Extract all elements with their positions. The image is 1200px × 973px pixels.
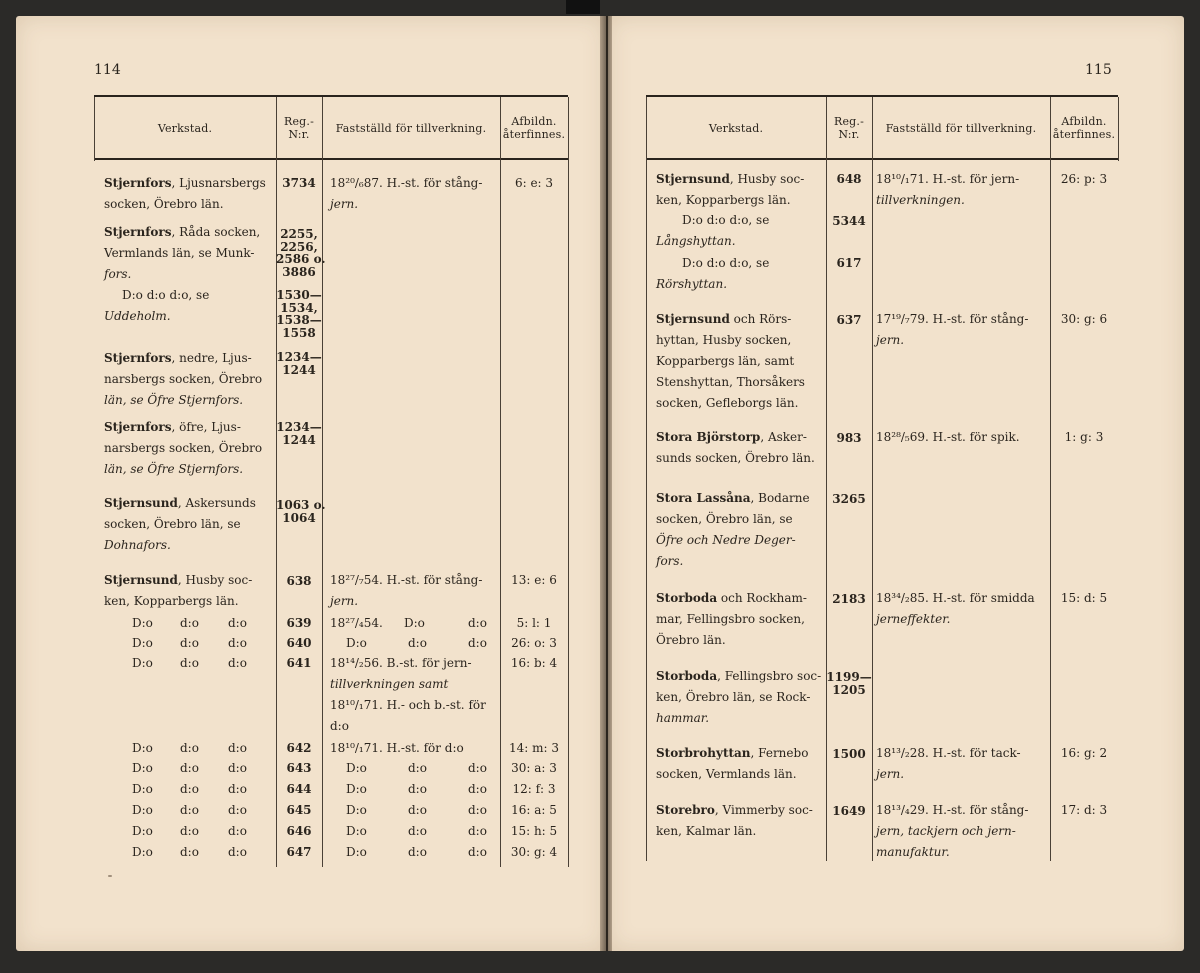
ditto: d:o: [408, 761, 427, 775]
faststald-cell: D:o: [346, 845, 367, 859]
table-row: Stora Björstorp, Asker- sunds socken, Örebro län.: [656, 430, 815, 465]
table-row: Stjernsund, Husby soc- ken, Kopparbergs län.: [104, 573, 253, 608]
table-row: Storbrohyttan, Fernebo socken, Vermlands län.: [656, 746, 809, 781]
reg-number: 639: [286, 616, 312, 630]
right-page-number: 115: [1085, 62, 1112, 78]
reg-number: 2183: [832, 592, 866, 606]
ditto: d:o: [228, 656, 247, 670]
ditto: d:o: [468, 845, 487, 859]
header-afbildn: Afbildn. återfinnes.: [1052, 115, 1116, 141]
afbildn-cell: 16: g: 2: [1060, 746, 1108, 760]
ditto: d:o: [180, 803, 199, 817]
ditto: D:o: [132, 616, 153, 630]
table-row: Stjernsund och Rörs- hyttan, Husby socken, Kopparbergs län, samt Stenshyttan, Thorsåkers socken, Gefleborgs län.: [656, 312, 805, 410]
afbildn-cell: 1: g: 3: [1064, 430, 1104, 444]
ditto: d:o: [468, 761, 487, 775]
ditto: D:o: [132, 803, 153, 817]
faststald-cell: 18¹³/₂28. H.-st. för tack- jern.: [876, 746, 1021, 781]
reg-number: 645: [286, 803, 312, 817]
ditto: d:o: [408, 782, 427, 796]
reg-number: 2255, 2256, 2586 o. 3886: [276, 227, 326, 279]
ditto: d:o: [468, 636, 487, 650]
afbildn-cell: 16: b: 4: [510, 656, 558, 670]
left-page-number: 114: [94, 62, 121, 78]
ditto: d:o: [228, 616, 247, 630]
header-faststald: Fastställd för tillverkning.: [335, 121, 487, 135]
afbildn-cell: 6: e: 3: [514, 176, 554, 190]
afbildn-cell: 26: o: 3: [511, 636, 557, 650]
faststald-cell: 18²⁷/₄54.: [330, 616, 383, 630]
header-faststald: Fastställd för tillverkning.: [885, 121, 1037, 135]
ditto: d:o: [228, 803, 247, 817]
header-verkstad: Verkstad.: [708, 121, 764, 135]
faststald-cell: D:o: [346, 782, 367, 796]
ditto: d:o: [228, 845, 247, 859]
table-row: Stjernfors, Råda socken, Vermlands län, se Munk- fors.: [104, 225, 261, 281]
ditto: d:o: [180, 761, 199, 775]
ditto: D:o: [132, 824, 153, 838]
ditto: d:o: [468, 782, 487, 796]
reg-number: 644: [286, 782, 312, 796]
table-row: D:o d:o d:o, se Långshyttan.: [656, 213, 770, 248]
table-row: D:o d:o d:o, se Uddeholm.: [104, 288, 210, 323]
ditto: d:o: [408, 636, 427, 650]
faststald-cell: 18²⁷/₇54. H.-st. för stång- jern.: [330, 573, 483, 608]
table-row: Storboda, Fellingsbro soc- ken, Örebro län, se Rock- hammar.: [656, 669, 822, 725]
faststald-cell: 18³⁴/₂85. H.-st. för smidda jerneffekter.: [876, 591, 1035, 626]
reg-number: 642: [286, 741, 312, 755]
ditto: D:o: [132, 636, 153, 650]
reg-number: 647: [286, 845, 312, 859]
header-reg: Reg.- N:r.: [833, 115, 865, 141]
faststald-cell: D:o: [346, 824, 367, 838]
afbildn-cell: 30: g: 6: [1060, 312, 1108, 326]
ditto: d:o: [408, 824, 427, 838]
left-register-table: [94, 95, 568, 865]
reg-number: 983: [836, 431, 862, 445]
afbildn-cell: 26: p: 3: [1060, 172, 1108, 186]
table-row: Stjernsund, Askersunds socken, Örebro län, se Dohnafors.: [104, 496, 256, 552]
table-row: Stjernfors, Ljusnarsbergs socken, Örebro län.: [104, 176, 266, 211]
table-row: Storebro, Vimmerby soc- ken, Kalmar län.: [656, 803, 813, 838]
faststald-cell: 18¹⁰/₁71. H.-st. för d:o: [330, 741, 464, 755]
ditto: d:o: [228, 761, 247, 775]
table-row: Stjernfors, öfre, Ljus- narsbergs socken, Örebro län, se Öfre Stjernfors.: [104, 420, 263, 476]
ditto: D:o: [404, 616, 425, 630]
header-afbildn: Afbildn. återfinnes.: [502, 115, 566, 141]
reg-number: 641: [286, 656, 312, 670]
reg-number: 646: [286, 824, 312, 838]
ditto: D:o: [132, 741, 153, 755]
reg-number: 1649: [832, 804, 866, 818]
binding-clip: [566, 0, 600, 14]
afbildn-cell: 30: a: 3: [511, 761, 557, 775]
faststald-cell: 18²⁸/₅69. H.-st. för spik.: [876, 430, 1020, 444]
book-spine: [600, 16, 612, 951]
ditto: d:o: [180, 782, 199, 796]
ditto: d:o: [180, 636, 199, 650]
afbildn-cell: 16: a: 5: [511, 803, 557, 817]
reg-number: 3265: [832, 492, 866, 506]
faststald-cell: D:o: [346, 803, 367, 817]
reg-number: 637: [836, 313, 862, 327]
ditto: D:o: [132, 761, 153, 775]
reg-number: 648: [836, 172, 862, 186]
afbildn-cell: 13: e: 6: [511, 573, 557, 587]
reg-number: 5344: [832, 214, 866, 228]
ditto: d:o: [408, 845, 427, 859]
ditto: d:o: [180, 845, 199, 859]
faststald-cell: 17¹⁹/₇79. H.-st. för stång- jern.: [876, 312, 1029, 347]
ditto: D:o: [132, 782, 153, 796]
right-register-table: [646, 95, 1118, 859]
print-speck: [108, 875, 112, 877]
reg-number: 643: [286, 761, 312, 775]
faststald-cell: D:o: [346, 636, 367, 650]
reg-number: 1199— 1205: [826, 670, 872, 697]
faststald-cell: 18¹³/₄29. H.-st. för stång- jern, tackjern och jern- manufaktur.: [876, 803, 1029, 859]
ditto: d:o: [228, 741, 247, 755]
header-verkstad: Verkstad.: [157, 121, 213, 135]
header-reg: Reg.- N:r.: [283, 115, 315, 141]
ditto: d:o: [180, 824, 199, 838]
reg-number: 640: [286, 636, 312, 650]
afbildn-cell: 12: f: 3: [512, 782, 556, 796]
faststald-cell: 18¹⁰/₁71. H.-st. för jern- tillverkningen.: [876, 172, 1020, 207]
faststald-cell: 18¹⁴/₂56. B.-st. för jern- tillverkningen samt 18¹⁰/₁71. H.- och b.-st. för d:o: [330, 656, 486, 733]
afbildn-cell: 14: m: 3: [509, 741, 559, 755]
reg-number: 638: [286, 574, 312, 588]
faststald-cell: 18²⁰/₆87. H.-st. för stång- jern.: [330, 176, 483, 211]
table-row: Stjernfors, nedre, Ljus- narsbergs socken, Örebro län, se Öfre Stjernfors.: [104, 351, 263, 407]
ditto: D:o: [132, 845, 153, 859]
afbildn-cell: 15: h: 5: [510, 824, 558, 838]
faststald-cell: D:o: [346, 761, 367, 775]
ditto: d:o: [468, 803, 487, 817]
afbildn-cell: 17: d: 3: [1060, 803, 1108, 817]
reg-number: 1234— 1244: [276, 350, 322, 377]
reg-number: 1063 o. 1064: [276, 498, 326, 525]
reg-number: 617: [836, 256, 862, 270]
ditto: d:o: [180, 656, 199, 670]
afbildn-cell: 15: d: 5: [1060, 591, 1108, 605]
ditto: d:o: [228, 636, 247, 650]
reg-number: 1500: [832, 747, 866, 761]
ditto: d:o: [228, 824, 247, 838]
ditto: d:o: [180, 741, 199, 755]
reg-number: 1530— 1534, 1538— 1558: [276, 288, 322, 340]
ditto: d:o: [408, 803, 427, 817]
ditto: d:o: [468, 616, 487, 630]
table-row: D:o d:o d:o, se Rörshyttan.: [656, 256, 770, 291]
ditto: d:o: [468, 824, 487, 838]
reg-number: 3734: [282, 176, 316, 190]
afbildn-cell: 5: l: 1: [516, 616, 552, 630]
ditto: D:o: [132, 656, 153, 670]
afbildn-cell: 30: g: 4: [510, 845, 558, 859]
table-row: Storboda och Rockham- mar, Fellingsbro socken, Örebro län.: [656, 591, 807, 647]
ditto: d:o: [180, 616, 199, 630]
table-row: Stjernsund, Husby soc- ken, Kopparbergs län.: [656, 172, 805, 207]
ditto: d:o: [228, 782, 247, 796]
reg-number: 1234— 1244: [276, 420, 322, 447]
table-row: Stora Lassåna, Bodarne socken, Örebro län, se Öfre och Nedre Deger- fors.: [656, 491, 810, 568]
